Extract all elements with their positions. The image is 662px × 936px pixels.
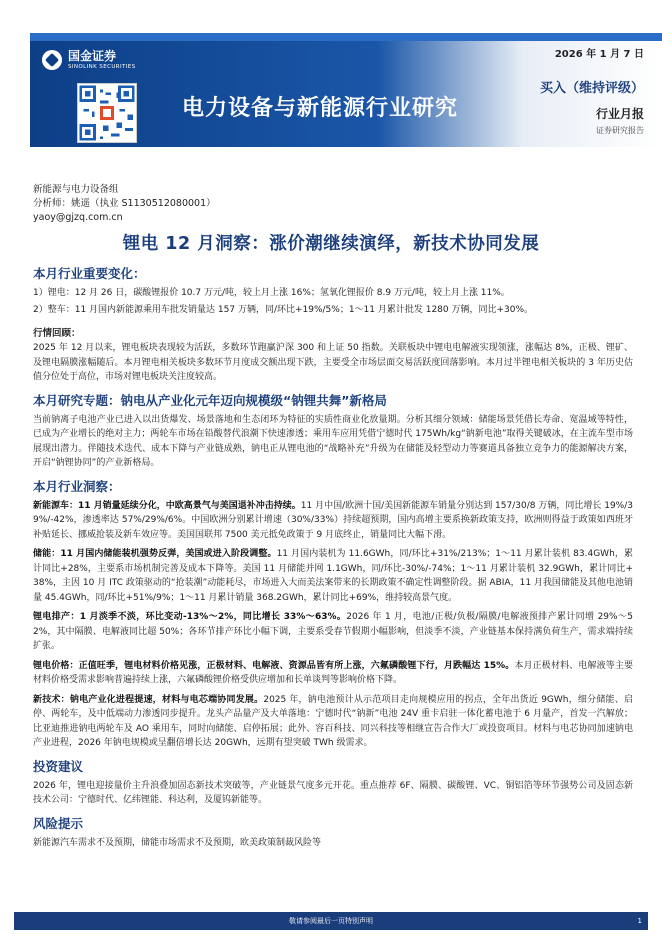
section-heading-advice: 投资建议 bbox=[33, 758, 84, 774]
brand-name-cn: 国金证券 bbox=[68, 49, 117, 64]
report-subtype: 证券研究报告 bbox=[596, 126, 644, 135]
insight-text: 11 月国内装机为 11.6GWh，同/环比+31%/213%；1～11 月累计装机 83.4GWh，累计同比+28%，主要系市场机制完善及成本下降等。美国 11 月储能并网 1.1GWh，同/环比-30%/-74%；1～11 月累计装机 32.9GWh，累计同比+38%，主因 10 月 ITC 政策驱动的“抢装潮”动能耗尽，市场进入大而美法案带来的长期政策不确定性调整阶段。据 ABIA，11 月我国储能及其他电池销量 45.4GWh，同/环比+51%/9%；1～11 月累计销量 368.2GWh，累计同比+69%，维持较高景气度。 bbox=[33, 549, 633, 603]
brand-logo-icon bbox=[42, 50, 62, 70]
author-block bbox=[33, 183, 216, 225]
insight-text: 2025 年，钠电池预计从示范项目走向规模应用的拐点，全年出货近 9GWh，细分储能、启停、两轮车，及中低端动力渗透同步提升。龙头产品量产及大单落地：宁德时代“钠新”电池 24V 重卡启驻一体化蓄电池于 6 月量产，首发一汽解放；比亚迪推进钠电两轮车及 AO 乘用车，同时向储能、启停拓展；此外、容百科技、同兴科技等相继宣告合作大厂或投资项目。材料与电芯协同加速钠电产业进程，2026 年钠电规模或呈翻倍增长达 20GWh，远期有望突破 TWh 级需求。 bbox=[33, 694, 633, 748]
report-banner bbox=[30, 33, 662, 147]
document-title: 锂电 12 月洞察：涨价潮继续演绎，新技术协同发展 bbox=[122, 234, 540, 254]
insight-paragraph bbox=[33, 693, 633, 751]
insight-paragraph bbox=[33, 499, 633, 543]
section-heading-review: 行情回顾： bbox=[33, 328, 81, 339]
section-heading-special: 本月研究专题：钠电从产业化元年迈向规模级“钠锂共舞”新格局 bbox=[33, 392, 387, 408]
industry-title: 电力设备与新能源行业研究 bbox=[182, 96, 459, 121]
section-heading-changes: 本月行业重要变化： bbox=[33, 266, 146, 281]
qr-code-icon bbox=[77, 83, 137, 143]
insight-text: 本月正极材料、电解液等主要材料价格受需求影响普遍持续上涨，六氟磷酸锂价格受供应增加和长单谈判等影响价格下降。 bbox=[33, 660, 633, 685]
page-footer bbox=[14, 912, 648, 930]
review-paragraph: 2025 年 12 月以来，锂电板块表现较为活跃，多数环节跑赢沪深 300 和上证 50 指数。关联板块中锂电电解液实现领涨，涨幅达 8%，正极、锂矿、及锂电隔膜涨幅随后。本月锂电相关板块多数环节月度成交额出现下跌，主要受全市场层面交易活跃度回落影响。本月过半锂电相关板块的 3 年历史估值分位处于高位，市场对锂电板块关注度较高。 bbox=[33, 343, 633, 382]
insight-lead: 储能：11 月国内储能装机强势反弹，美国或进入阶段调整。 bbox=[33, 549, 277, 559]
report-type: 行业月报 bbox=[595, 107, 644, 121]
insight-lead: 新能源车：11 月销量延续分化，中欧高景气与美国退补冲击持续。 bbox=[33, 500, 301, 511]
section-heading-insight: 本月行业洞察： bbox=[33, 478, 121, 494]
report-date: 2026 年 1 月 7 日 bbox=[554, 49, 644, 60]
list-item: 2）整车：11 月国内新能源乘用车批发销量达 157 万辆，同/环比+19%/5%；1～11 月累计批发 1280 万辆，同比+30%。 bbox=[33, 304, 534, 315]
analyst-name: 分析师：姚遥（执业 S1130512080001） bbox=[33, 198, 216, 209]
analyst-email[interactable]: yaoy@gjzq.com.cn bbox=[33, 212, 123, 223]
list-item: 1）锂电：12 月 26 日，碳酸锂报价 10.7 万元/吨，较上月上涨 16%；氢氧化锂报价 8.9 万元/吨，较上月上涨 11%。 bbox=[33, 288, 510, 298]
insight-text: 2026 年 1 月，电池/正极/负极/隔膜/电解液预排产累计同增 29%～52%，其中隔膜、电解液同比超 50%；各环节排产环比小幅下调，主要系受春节假期小幅影响，但淡季不淡，产业链基本保持满负荷生产，需求端持续扩张。 bbox=[33, 612, 634, 651]
insight-lead: 新技术：钠电产业化进程提速，材料与电芯端协同发展。 bbox=[33, 694, 264, 705]
brand-logo bbox=[42, 47, 167, 73]
insight-text: 11 月中国/欧洲十国/美国新能源车销量分别达到 157/30/8 万辆，同比增长 19%/39%/-42%，渗透率达 57%/29%/6%。中国欧洲分别累计增速（30%/33%）持续超预期，国内高增主要系换新政策支持，欧洲则得益于政策如西班牙补贴延长、挪威抢装及新车效应等。美国国联邦 7500 美元抵免政策于 9 月底终止，销量同比大幅下滑。 bbox=[33, 500, 633, 540]
insight-lead: 锂电排产：1 月淡季不淡，环比变动-13%～2%，同比增长 33%～63%。 bbox=[33, 612, 347, 622]
insight-paragraph bbox=[33, 659, 633, 688]
special-paragraph: 当前钠离子电池产业已进入以出货爆发、场景落地和生态闭环为特征的实质性商业化放量期。分析其细分领域：储能场景凭借长寿命、宽温域等特性，已成为产业增长的绝对主力；两轮车市场在铅酸替代浪潮下快速渗透；乘用车应用凭借宁德时代 175Wh/kg“钠新电池”取得关键破冰，在主流车型市场展现出潜力。伴随技术迭代、成本下降与产业链成熟，钠电正从锂电池的“战略补充”升级为在储能及轻型动力等赛道具备独立竞争力的能源解决方案，开启“钠锂协同”的产业新格局。 bbox=[33, 414, 633, 468]
insight-paragraph bbox=[33, 547, 633, 605]
page-number: 1 bbox=[637, 917, 642, 925]
insight-paragraph bbox=[33, 610, 633, 654]
research-group: 新能源与电力设备组 bbox=[33, 184, 119, 195]
section-heading-risk: 风险提示 bbox=[33, 815, 84, 831]
advice-paragraph: 2026 年，锂电迎接量价主升浪叠加固态新技术突破等，产业链景气度多元开花。重点推荐 6F、隔膜、碳酸锂、VC、铜铝箔等环节强势公司及固态新技术公司：宁德时代、亿纬锂能、科达利，及厦钨新能等。 bbox=[33, 780, 633, 805]
risk-paragraph: 新能源汽车需求不及预期，储能市场需求不及预期，欧美政策制裁风险等 bbox=[33, 837, 322, 848]
insight-lead: 锂电价格：正值旺季，锂电材料价格见涨，正极材料、电解液、资源品皆有所上涨，六氟磷酸锂下行，月跌幅达 15%。 bbox=[33, 660, 515, 671]
rating-badge: 买入（维持评级） bbox=[539, 81, 644, 96]
brand-name-en: SINOLINK SECURITIES bbox=[68, 63, 136, 70]
report-body bbox=[33, 258, 633, 855]
disclaimer-link[interactable]: 敬请参阅最后一页特别声明 bbox=[289, 917, 373, 925]
banner-stripe bbox=[30, 33, 662, 41]
